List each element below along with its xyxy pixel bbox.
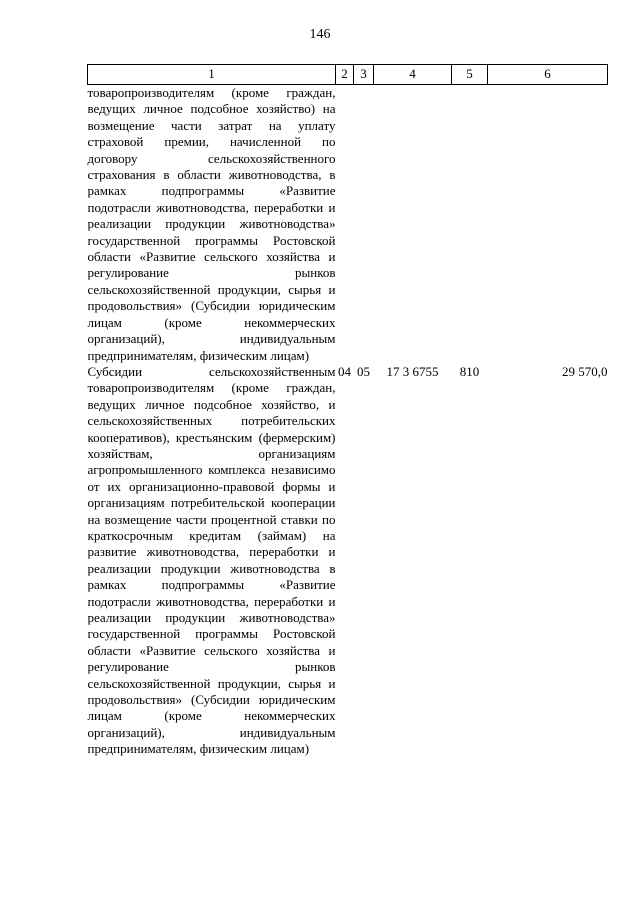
- header-col-4: 4: [374, 65, 452, 85]
- header-col-6: 6: [488, 65, 608, 85]
- page-number: 146: [309, 27, 331, 42]
- header-col-5: 5: [452, 65, 488, 85]
- row-amount: 29 570,0: [562, 363, 608, 379]
- row-expense-type: 810: [459, 363, 480, 379]
- table-row: [88, 364, 608, 758]
- row-amount: [488, 85, 608, 364]
- row-description: Субсидии сельскохозяйственным товаропроизводителям (кроме граждан, ведущих личное подсобное хозяйство, и сельскохозяйственных потребительских кооперативов), крестьянским (фермерским) хозяйствам, организациям агропромышленного комплекса независимо от их организационно-правовой формы и организациям потребительской кооперации на возмещение части процентной ставки по краткосрочным кредитам (займам) на развитие животноводства, переработки и реализации продукции животноводства в рамках подпрограммы «Развитие подотрасли животноводства, переработки и реализации продукции животноводства» государственной программы Ростовской области «Развитие сельского хозяйства и регулирование рынков сельскохозяйственной продукции, сырья и продовольствия» (Субсидии юридическим лицам (кроме некоммерческих организаций), индивидуальным предпринимателям, физическим лицам): [87, 363, 336, 757]
- budget-table: [87, 64, 608, 758]
- table-header-row: [88, 65, 608, 85]
- header-col-1: 1: [88, 65, 336, 85]
- row-section-code: 04: [338, 363, 351, 379]
- table-row: [88, 85, 608, 364]
- row-target-article: 17 3 6755: [386, 363, 439, 379]
- row-description: товаропроизводителям (кроме граждан, ведущих личное подсобное хозяйство) на возмещение части затрат на уплату страховой премии, начисленной по договору сельскохозяйственного страхования в области животноводства, в рамках подпрограммы «Развитие подотрасли животноводства, переработки и реализации продукции животноводства» государственной программы Ростовской области «Развитие сельского хозяйства и регулирование рынков сельскохозяйственной продукции, сырья и продовольствия» (Субсидии юридическим лицам (кроме некоммерческих организаций), индивидуальным предпринимателям, физическим лицам): [87, 85, 336, 363]
- row-subsection-code: 05: [357, 363, 370, 379]
- row-expense-type: [452, 85, 488, 364]
- header-col-3: 3: [354, 65, 374, 85]
- header-col-2: 2: [336, 65, 354, 85]
- row-subsection-code: [354, 85, 374, 364]
- row-section-code: [336, 85, 354, 364]
- row-target-article: [374, 85, 452, 364]
